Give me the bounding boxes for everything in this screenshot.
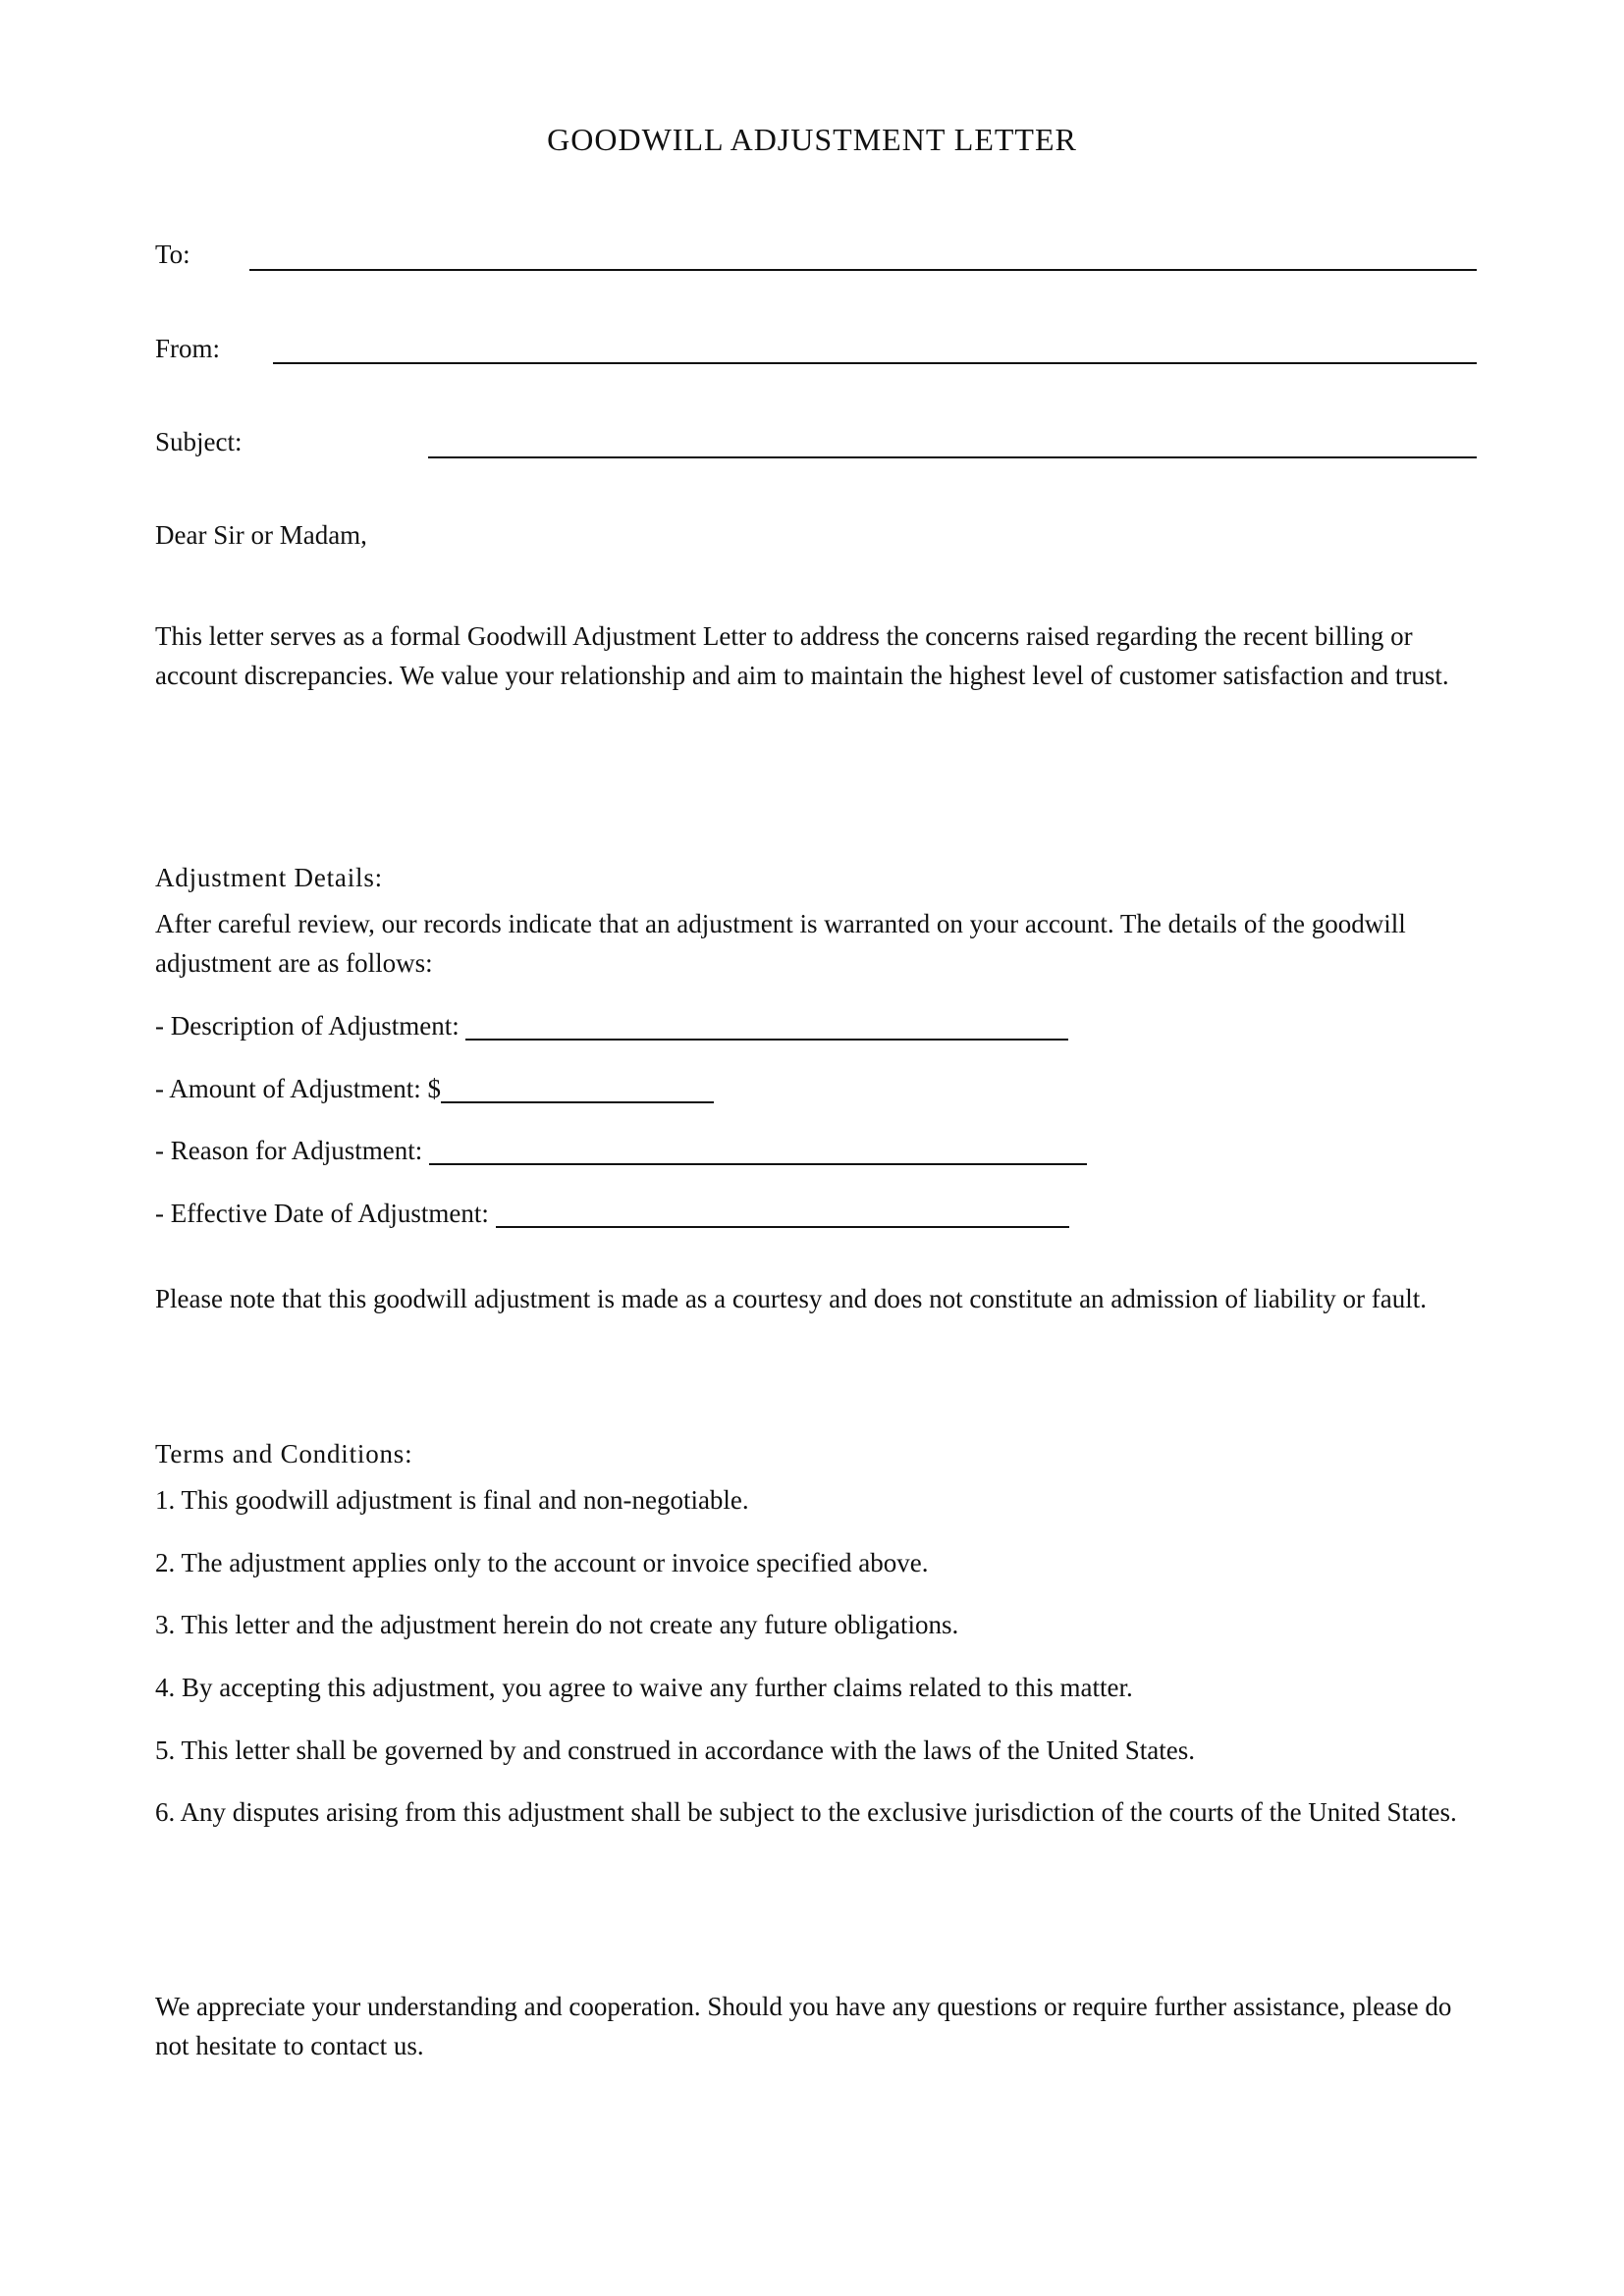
adjustment-reason-item: [155, 1131, 1481, 1170]
to-label: To:: [155, 240, 190, 269]
adjustment-date-blank[interactable]: [496, 1199, 1069, 1228]
from-field-line[interactable]: [273, 362, 1477, 364]
adjustment-details-intro: After careful review, our records indicate that an adjustment is warranted on your account. The details of the goodwill adjustment are as follows:: [155, 909, 1406, 978]
terms-heading: Terms and Conditions:: [155, 1439, 413, 1468]
document-title: GOODWILL ADJUSTMENT LETTER: [547, 122, 1077, 157]
closing-paragraph: We appreciate your understanding and cooperation. Should you have any questions or require further assistance, please do not hesitate to contact us.: [155, 1992, 1452, 2060]
terms-item-4: 4. By accepting this adjustment, you agree to waive any further claims related to this matter.: [155, 1673, 1133, 1702]
to-field-line[interactable]: [249, 269, 1477, 271]
adjustment-date-item: [155, 1194, 1481, 1233]
adjustment-details-heading: Adjustment Details:: [155, 863, 383, 892]
adjustment-date-label: - Effective Date of Adjustment:: [155, 1199, 489, 1228]
adjustment-amount-item: [155, 1069, 1481, 1108]
adjustment-reason-blank[interactable]: [429, 1136, 1087, 1165]
terms-item-2: 2. The adjustment applies only to the account or invoice specified above.: [155, 1548, 929, 1577]
from-label: From:: [155, 334, 221, 363]
adjustment-description-label: - Description of Adjustment:: [155, 1011, 460, 1041]
terms-item-3: 3. This letter and the adjustment herein do not create any future obligations.: [155, 1610, 959, 1639]
terms-item-5: 5. This letter shall be governed by and construed in accordance with the laws of the United States.: [155, 1735, 1195, 1765]
adjustment-amount-label: - Amount of Adjustment: $: [155, 1074, 442, 1103]
adjustment-description-item: [155, 1006, 1481, 1045]
adjustment-description-blank[interactable]: [465, 1011, 1068, 1041]
salutation: Dear Sir or Madam,: [155, 520, 367, 550]
terms-item-6: 6. Any disputes arising from this adjustment shall be subject to the exclusive jurisdiction of the courts of the United States.: [155, 1797, 1457, 1827]
terms-item-1: 1. This goodwill adjustment is final and non-negotiable.: [155, 1485, 749, 1515]
adjustment-amount-blank[interactable]: [441, 1074, 714, 1103]
intro-paragraph: This letter serves as a formal Goodwill Adjustment Letter to address the concerns raised regarding the recent billing or account discrepancies. We value your relationship and aim to maintain the highest level of customer satisfaction and trust.: [155, 621, 1449, 690]
adjustment-reason-label: - Reason for Adjustment:: [155, 1136, 423, 1165]
subject-field-line[interactable]: [428, 456, 1477, 458]
subject-label: Subject:: [155, 427, 243, 456]
courtesy-note: Please note that this goodwill adjustment is made as a courtesy and does not constitute an admission of liability or fault.: [155, 1284, 1428, 1313]
